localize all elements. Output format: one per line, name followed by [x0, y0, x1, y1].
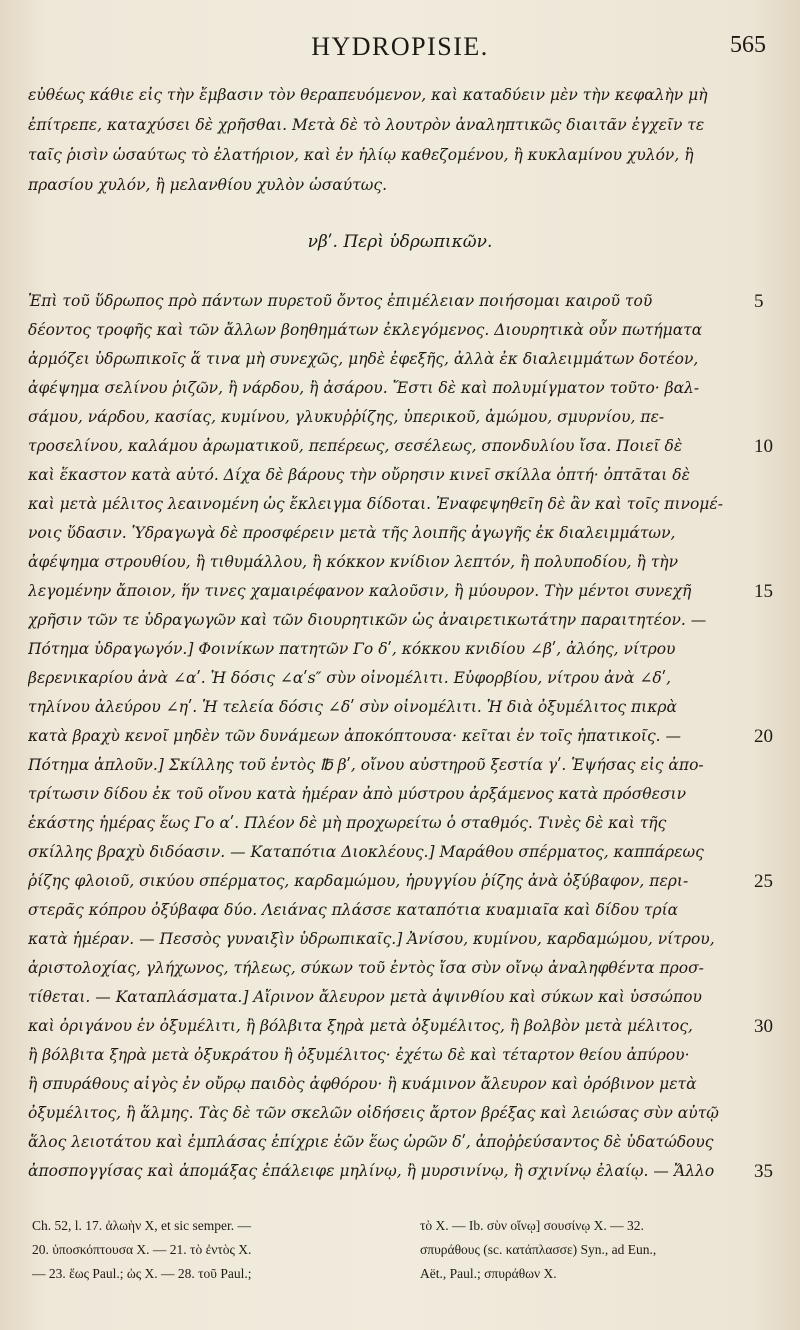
text-line: καὶ μετὰ μέλιτος λεαινομένη ὡς ἔκλειγμα δίδοται. Ἐναφεψηθεῖη δὲ ἂν καὶ τοῖς πινομέ-	[28, 495, 723, 513]
text-line: κατὰ ἡμέραν. — Πεσσὸς γυναιξὶν ὑδρωπικαῖς.] Ἀνίσου, κυμίνου, καρδαμώμου, νίτρου,	[28, 930, 715, 948]
text-line: εὐθέως κάθιε εἰς τὴν ἔμβασιν τὸν θεραπευόμενον, καὶ καταδύειν μὲν τὴν κεφαλὴν μὴ	[28, 86, 708, 104]
text-line: στερᾶς κόπρου ὀξύβαφα δύο. Λειάνας πλάσσε καταπότια κυαμιαῖα καὶ δίδου τρία	[28, 901, 679, 919]
text-line: ταῖς ῥισὶν ὡσαύτως τὸ ἐλατήριον, καὶ ἐν ἡλίῳ καθεζομένου, ἢ κυκλαμίνου χυλόν, ἢ	[28, 146, 694, 164]
intro-paragraph	[28, 80, 744, 200]
chapter-heading: νβʹ. Περὶ ὑδρωπικῶν.	[307, 232, 493, 252]
text-line: πρασίου χυλόν, ἢ μελανθίου χυλὸν ὡσαύτως.	[28, 176, 388, 194]
footnote-line: — 23. ἕως Paul.; ὡς X. — 28. τοῦ Paul.;	[32, 1266, 252, 1281]
text-line: Ἐπὶ τοῦ ὕδρωπος πρὸ πάντων πυρετοῦ ὄντος ἐπιμέλειαν ποιήσομαι καιροῦ τοῦ	[28, 292, 653, 310]
text-line: σκίλλης βραχὺ διδόασιν. — Καταπότια Διοκλέους.] Μαράθου σπέρματος, καππάρεως	[28, 843, 704, 861]
footnotes-left-column	[32, 1214, 384, 1286]
text-line: ἀριστολοχίας, γλήχωνος, τήλεως, σύκων τοῦ ἐντὸς ἴσα σὺν οἴνῳ ἀναληφθέντα προσ-	[28, 959, 704, 977]
text-line: δέοντος τροφῆς καὶ τῶν ἄλλων βοηθημάτων ἐκλεγόμενος. Διουρητικὰ οὖν πωτήματα	[28, 321, 703, 339]
text-line: τροσελίνου, καλάμου ἀρωματικοῦ, πεπέρεως, σεσέλεως, σπονδυλίου ἴσα. Ποιεῖ δὲ	[28, 437, 683, 455]
footnote-line: Ch. 52, l. 17. ἀλωὴν X, et sic semper. —	[32, 1218, 252, 1233]
text-line: ἀφέψημα σελίνου ῥιζῶν, ἢ νάρδου, ἢ ἀσάρου. Ἔστι δὲ καὶ πολυμίγματον τοῦτο· βαλ-	[28, 379, 700, 397]
line-number: 15	[754, 581, 773, 602]
line-number: 25	[754, 871, 773, 892]
text-line: ἀφέψημα στρουθίου, ἢ τιθυμάλλου, ἢ κόκκον κνίδιον λεπτόν, ἢ πολυποδίου, ἢ τὴν	[28, 553, 679, 571]
text-line: χρῆσιν τῶν τε ὑδραγωγῶν καὶ τῶν διουρητικῶν ὡς ἀναιρετικωτάτην παραιτητέον. —	[28, 611, 707, 629]
line-number: 30	[754, 1016, 773, 1037]
text-line: καὶ ὀριγάνου ἐν ὀξυμέλιτι, ἢ βόλβιτα ξηρὰ μετὰ ὀξυμέλιτος, ἢ βολβὸν μετὰ μέλιτος,	[28, 1017, 693, 1035]
text-line: ἐπίτρεπε, καταχύσει δὲ χρῆσθαι. Μετὰ δὲ τὸ λουτρὸν ἀναληπτικῶς διαιτᾶν ἐγχεῖν τε	[28, 116, 705, 134]
text-line: νοις ὕδασιν. Ὑδραγωγὰ δὲ προσφέρειν μετὰ τῆς λοιπῆς ἀγωγῆς ἐκ διαλειμμάτων,	[28, 524, 676, 542]
text-line: ἢ βόλβιτα ξηρὰ μετὰ ὀξυκράτου ἢ ὀξυμέλιτος· ἐχέτω δὲ καὶ τέταρτον θείου ἀπύρου·	[28, 1046, 690, 1064]
text-line: λεγομένην ἄποιον, ἥν τινες χαμαιρέφανον καλοῦσιν, ἢ μύουρον. Τὴν μέντοι συνεχῆ	[28, 582, 692, 600]
text-line: καὶ ἕκαστον κατὰ αὐτό. Δίχα δὲ βάρους τὴν οὔρησιν κινεῖ σκίλλα ὀπτή· ὀπτᾶται δὲ	[28, 466, 690, 484]
line-number: 35	[754, 1161, 773, 1182]
footnotes	[32, 1214, 772, 1286]
running-head: HYDROPISIE.	[311, 32, 489, 61]
footnote-line: σπυράθους (sc. κατάπλασσε) Syn., ad Eun.,	[420, 1242, 657, 1257]
text-line: ὀξυμέλιτος, ἢ ἅλμης. Τὰς δὲ τῶν σκελῶν οἰδήσεις ἄρτον βρέξας καὶ λειώσας σὺν αὐτῷ	[28, 1104, 719, 1122]
footnotes-right-column	[420, 1214, 772, 1286]
line-number: 10	[754, 436, 773, 457]
text-line: τρίτωσιν δίδου ἐκ τοῦ οἴνου κατὰ ἡμέραν ἀπὸ μύστρου ἀρξάμενος κατὰ πρόσθεσιν	[28, 785, 687, 803]
page-header	[0, 32, 800, 72]
text-line: σάμου, νάρδου, κασίας, κυμίνου, γλυκυῤῥίζης, ὑπερικοῦ, ἀμώμου, σμυρνίου, πε-	[28, 408, 665, 426]
line-number: 20	[754, 726, 773, 747]
text-line: ἢ σπυράθους αἰγὸς ἐν οὔρῳ παιδὸς ἀφθόρου· ἢ κυάμινον ἄλευρον καὶ ὀρόβινον μετὰ	[28, 1075, 697, 1093]
footnote-line: Aët., Paul.; σπυράθων X.	[420, 1266, 557, 1281]
text-line: ἅλος λειοτάτου καὶ ἐμπλάσας ἐπίχριε ἐῶν ἕως ὡρῶν δʹ, ἀποῤῥεύσαντος δὲ ὑδατώδους	[28, 1133, 714, 1151]
text-line: ῥίζης φλοιοῦ, σικύου σπέρματος, καρδαμώμου, ἠρυγγίου ῥίζης ἀνὰ ὀξύβαφον, περι-	[28, 872, 689, 890]
text-line: τηλίνου ἀλεύρου ∠ηʹ. Ἡ τελεία δόσις ∠δʹ σὺν οἰνομέλιτι. Ἡ διὰ ὀξυμέλιτος πικρὰ	[28, 698, 677, 716]
page-number: 565	[730, 32, 766, 58]
text-line: ἁρμόζει ὑδρωπικοῖς ἅ τινα μὴ συνεχῶς, μηδὲ ἐφεξῆς, ἀλλὰ ἐκ διαλειμμάτων δοτέον,	[28, 350, 699, 368]
text-line: ἀποσπογγίσας καὶ ἀπομάξας ἐπάλειφε μηλίνῳ, ἢ μυρσινίνῳ, ἢ σχινίνῳ ἐλαίῳ. — Ἄλλο	[28, 1162, 715, 1180]
text-line: Πότημα ἁπλοῦν.] Σκίλλης τοῦ ἐντὸς ℔ βʹ, οἴνου αὐστηροῦ ξεστία γʹ. Ἑψήσας εἰς ἀπο-	[28, 756, 704, 774]
line-number: 5	[754, 291, 764, 312]
text-line: Πότημα ὑδραγωγόν.] Φοινίκων πατητῶν Γο δʹ, κόκκου κνιδίου ∠βʹ, ἀλόης, νίτρου	[28, 640, 676, 658]
footnote-line: 20. ὑποσκόπτουσα X. — 21. τὸ ἐντὸς X.	[32, 1242, 252, 1257]
footnote-line: τὸ X. — Ib. σὺν οἴνῳ] σουσίνῳ X. — 32.	[420, 1218, 644, 1233]
text-line: βερενικαρίου ἀνὰ ∠αʹ. Ἡ δόσις ∠αʹs″ σὺν οἰνομέλιτι. Εὐφορβίου, νίτρου ἀνὰ ∠δʹ,	[28, 669, 672, 687]
text-line: τίθεται. — Καταπλάσματα.] Αἴρινον ἄλευρον μετὰ ἀψινθίου καὶ σύκων καὶ ὑσσώπου	[28, 988, 702, 1006]
text-line: ἑκάστης ἡμέρας ἕως Γο αʹ. Πλέον δὲ μὴ προχωρείτω ὁ σταθμός. Τινὲς δὲ καὶ τῆς	[28, 814, 667, 832]
text-line: κατὰ βραχὺ κενοῖ μηδὲν τῶν δυνάμεων ἀποκόπτουσα· κεῖται ἐν τοῖς ἠπατικοῖς. —	[28, 727, 682, 745]
chapter-body	[28, 287, 744, 1186]
